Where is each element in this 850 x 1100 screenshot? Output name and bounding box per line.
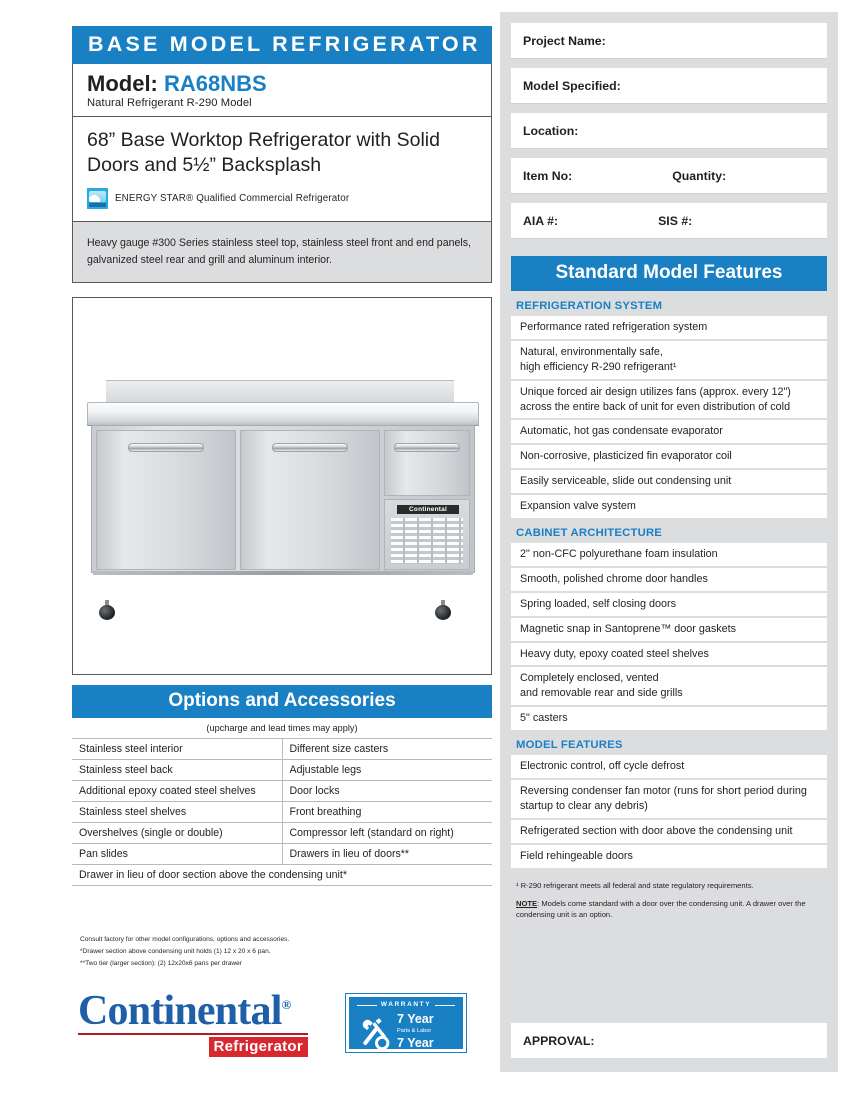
registered-mark: ® xyxy=(281,997,291,1012)
options-row xyxy=(72,823,492,844)
feature-list-3 xyxy=(511,755,827,867)
feature-item: Natural, environmentally safe, high efficiency R-290 refrigerant¹ xyxy=(511,341,827,379)
options-cell: Additional epoxy coated steel shelves xyxy=(72,781,282,802)
options-table-body xyxy=(72,739,492,886)
options-cell: Overshelves (single or double) xyxy=(72,823,282,844)
caster-right xyxy=(435,600,451,620)
fineprint-line: **Two tier (larger section): (2) 12x20x6 pans per drawer xyxy=(80,960,242,968)
feature-item: Expansion valve system xyxy=(511,495,827,518)
feature-item: Magnetic snap in Santoprene™ door gaskets xyxy=(511,618,827,641)
spec-field-second-label: Quantity: xyxy=(672,168,727,183)
product-image xyxy=(72,297,492,675)
spec-field-second-label: SIS #: xyxy=(658,213,693,228)
worktop xyxy=(87,402,479,426)
options-row xyxy=(72,781,492,802)
options-note: (upcharge and lead times may apply) xyxy=(206,723,358,733)
feature-list-2 xyxy=(511,543,827,730)
warranty-heading: WARRANTY xyxy=(349,1001,463,1008)
feature-item: Refrigerated section with door above the condensing unit xyxy=(511,820,827,843)
brand-plate: Continental xyxy=(397,505,459,514)
options-row-full xyxy=(72,865,492,886)
energy-star-row xyxy=(87,188,477,209)
description-box xyxy=(72,117,492,222)
options-cell: Different size casters xyxy=(282,739,492,760)
feature-item: Electronic control, off cycle defrost xyxy=(511,755,827,778)
note-text: : Models come standard with a door over the condensing unit. A drawer over the condensing unit is an option. xyxy=(516,898,806,920)
page-title: BASE MODEL REFRIGERATOR xyxy=(72,26,492,64)
fineprint-block xyxy=(80,934,500,971)
options-cell: Compressor left (standard on right) xyxy=(282,823,492,844)
spec-fields xyxy=(500,23,838,238)
feature-item: Completely enclosed, vented and removable rear and side grills xyxy=(511,667,827,705)
options-cell: Pan slides xyxy=(72,844,282,865)
model-line xyxy=(87,72,477,95)
options-cell: Adjustable legs xyxy=(282,760,492,781)
options-row xyxy=(72,844,492,865)
warranty-term-1-years: 7 Year xyxy=(397,1012,434,1026)
spec-field-3[interactable] xyxy=(511,113,827,148)
energy-star-label: ENERGY STAR® Qualified Commercial Refrigerator xyxy=(115,193,350,205)
louvers xyxy=(391,518,463,564)
warranty-body xyxy=(349,1008,463,1059)
handle-drawer xyxy=(394,443,460,452)
model-number: RA68NBS xyxy=(164,70,267,96)
feature-group-title-1: REFRIGERATION SYSTEM xyxy=(516,300,663,312)
options-cell: Stainless steel interior xyxy=(72,739,282,760)
construction-text: Heavy gauge #300 Series stainless steel top, stainless steel front and end panels, galvanized steel rear and grill and aluminum interior. xyxy=(87,237,471,266)
refrigerator-illustration xyxy=(87,380,479,602)
brand-name xyxy=(78,988,308,1034)
spec-field-1[interactable] xyxy=(511,23,827,58)
feature-item: Spring loaded, self closing doors xyxy=(511,593,827,616)
condensing-unit-grill xyxy=(384,499,470,570)
options-title: Options and Accessories xyxy=(72,685,492,718)
footnote-one: ¹ R-290 refrigerant meets all federal and state regulatory requirements. xyxy=(516,880,754,890)
feature-item: 2" non-CFC polyurethane foam insulation xyxy=(511,543,827,566)
feature-item: Smooth, polished chrome door handles xyxy=(511,568,827,591)
brand-logo xyxy=(78,988,308,1057)
options-table xyxy=(72,738,492,886)
feature-group-title-3: MODEL FEATURES xyxy=(516,739,623,752)
feature-item: Performance rated refrigeration system xyxy=(511,316,827,339)
brand-name-text: Continental xyxy=(78,988,282,1034)
feature-item: Reversing condenser fan motor (runs for short period during startup to clear any debris) xyxy=(511,780,827,818)
feature-item: Automatic, hot gas condensate evaporator xyxy=(511,420,827,443)
construction-box xyxy=(72,222,492,283)
approval-label: APPROVAL: xyxy=(523,1033,595,1048)
spec-field-4[interactable] xyxy=(511,158,827,193)
feature-item: Field rehingeable doors xyxy=(511,845,827,868)
options-row xyxy=(72,739,492,760)
options-cell: Front breathing xyxy=(282,802,492,823)
standard-features-title: Standard Model Features xyxy=(511,256,827,291)
options-cell: Drawers in lieu of doors** xyxy=(282,844,492,865)
options-cell: Stainless steel shelves xyxy=(72,802,282,823)
warranty-badge xyxy=(346,994,466,1056)
options-cell-full: Drawer in lieu of door section above the condensing unit* xyxy=(72,865,492,886)
energy-star-icon xyxy=(87,188,108,209)
options-row xyxy=(72,802,492,823)
spec-field-label: Project Name: xyxy=(523,33,606,48)
model-subtitle: Natural Refrigerant R-290 Model xyxy=(87,96,252,109)
footnotes xyxy=(516,880,822,921)
standard-features-groups xyxy=(500,300,838,868)
spec-field-2[interactable] xyxy=(511,68,827,103)
options-row xyxy=(72,760,492,781)
note-label: NOTE xyxy=(516,898,538,908)
feature-item: Heavy duty, epoxy coated steel shelves xyxy=(511,643,827,666)
feature-item: 5" casters xyxy=(511,707,827,730)
feature-item: Unique forced air design utilizes fans (approx. every 12") across the entire back of unit for even distribution of cold xyxy=(511,381,827,419)
feature-item: Easily serviceable, slide out condensing unit xyxy=(511,470,827,493)
footnote-note xyxy=(516,898,822,921)
cabinet xyxy=(91,425,475,573)
handle-center xyxy=(272,443,348,452)
approval-field[interactable] xyxy=(511,1023,827,1058)
fineprint-line: Consult factory for other model configurations, options and accessories. xyxy=(80,936,290,943)
feature-group-title-2: CABINET ARCHITECTURE xyxy=(516,527,663,540)
right-panel xyxy=(500,12,838,1072)
base-shadow xyxy=(93,571,473,575)
warranty-terms xyxy=(397,1010,434,1059)
spec-field-label: Item No: xyxy=(523,168,573,183)
drawer-right xyxy=(384,430,470,496)
brand-tagline-wrap xyxy=(78,1035,308,1057)
spec-field-label: Model Specified: xyxy=(523,78,621,93)
fineprint-line: *Drawer section above condensing unit holds (1) 12 x 20 x 6 pan. xyxy=(80,948,271,956)
wrench-screwdriver-icon xyxy=(357,1015,395,1053)
options-cell: Door locks xyxy=(282,781,492,802)
spec-field-label: AIA #: xyxy=(523,213,559,228)
handle-left xyxy=(128,443,204,452)
warranty-term-2-scope: Compressor xyxy=(397,1049,428,1056)
feature-list-1 xyxy=(511,316,827,518)
options-cell: Stainless steel back xyxy=(72,760,282,781)
warranty-term-1-scope: Parts & Labor xyxy=(397,1028,432,1034)
spec-field-5[interactable] xyxy=(511,203,827,238)
left-column xyxy=(72,26,492,283)
model-label: Model: xyxy=(87,70,158,96)
warranty-term-2-years: 7 Year xyxy=(397,1035,434,1050)
product-description: 68” Base Worktop Refrigerator with Solid Doors and 5½” Backsplash xyxy=(87,128,440,177)
spec-field-label: Location: xyxy=(523,123,579,138)
model-box xyxy=(72,64,492,117)
options-section xyxy=(72,685,492,886)
feature-item: Non-corrosive, plasticized fin evaporator coil xyxy=(511,445,827,468)
caster-left xyxy=(99,600,115,620)
brand-tagline: Refrigerator xyxy=(209,1037,308,1057)
